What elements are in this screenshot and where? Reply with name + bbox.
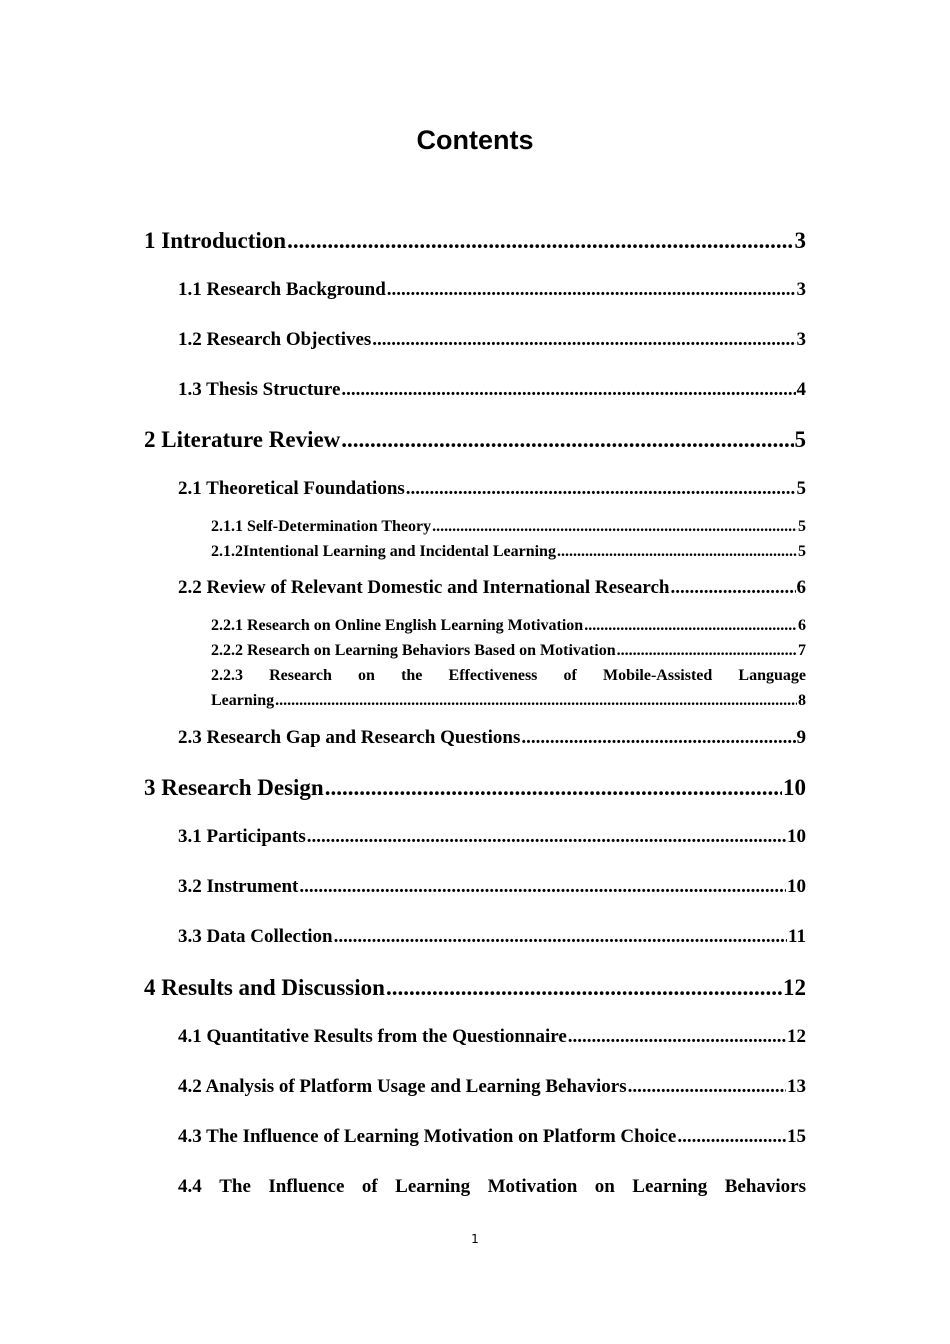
toc-entry-1-3[interactable] [178, 377, 806, 403]
toc-page-number: 8 [798, 692, 806, 709]
toc-entry-2-2-1[interactable] [211, 615, 806, 637]
toc-entry-label: 4.1 Quantitative Results from the Questionnaire [178, 1026, 567, 1047]
toc-entry-label: 3.2 Instrument [178, 876, 299, 897]
toc-entry-3[interactable] [144, 773, 806, 803]
dot-leader [521, 725, 795, 751]
toc-entry-2-1-2[interactable] [211, 541, 806, 563]
toc-entry-label: 4.3 The Influence of Learning Motivation on Platform Choice [178, 1126, 677, 1147]
dot-leader [372, 327, 795, 353]
toc-word: The [219, 1176, 251, 1197]
dot-leader [307, 824, 786, 850]
toc-entry-label: 1.1 Research Background [178, 279, 386, 300]
toc-entry-label: Learning [211, 692, 275, 709]
toc-entry-3-1[interactable] [178, 824, 806, 850]
dot-leader [628, 1074, 786, 1100]
toc-page-number: 6 [798, 617, 806, 634]
toc-page-number: 12 [787, 1026, 806, 1047]
toc-word: 2.2.3 [211, 667, 243, 684]
toc-entry-label: 1 Introduction [144, 228, 287, 253]
toc-page-number: 7 [798, 642, 806, 659]
toc-entry-4-4[interactable] [178, 1174, 806, 1200]
toc-entry-label: 2.2 Review of Relevant Domestic and International Research [178, 577, 670, 598]
toc-entry-3-3[interactable] [178, 924, 806, 950]
toc-entry-label: 3.3 Data Collection [178, 926, 333, 947]
dot-leader [406, 476, 796, 502]
toc-word: Motivation [487, 1176, 578, 1197]
toc-entry-3-2[interactable] [178, 874, 806, 900]
toc-word: of [361, 1176, 378, 1197]
toc-word: Learning [632, 1176, 708, 1197]
dot-leader [387, 277, 796, 303]
toc-entry-2-2-3-cont[interactable] [211, 690, 806, 712]
toc-entry-label: 1.2 Research Objectives [178, 329, 372, 350]
toc-entry-label: 2.3 Research Gap and Research Questions [178, 727, 521, 748]
toc-entry-label: 2.1.1 Self-Determination Theory [211, 518, 432, 535]
toc-entry-2-2-3[interactable] [211, 665, 806, 687]
toc-entry-label: 4.2 Analysis of Platform Usage and Learning Behaviors [178, 1076, 627, 1097]
toc-entry-label: 2.2.2 Research on Learning Behaviors Based on Motivation [211, 642, 616, 659]
toc-page-number: 10 [787, 876, 806, 897]
toc-page-number: 3 [796, 329, 806, 350]
toc-word: Language [738, 667, 806, 684]
toc-entry-label: 3 Research Design [144, 775, 324, 800]
toc-word: on [358, 667, 375, 684]
dot-leader [275, 690, 797, 712]
toc-entry-4-3[interactable] [178, 1124, 806, 1150]
toc-word: Mobile-Assisted [602, 667, 713, 684]
dot-leader [287, 226, 793, 256]
dot-leader [386, 973, 782, 1003]
toc-page-number: 4 [796, 379, 806, 400]
dot-leader [617, 640, 797, 662]
page-number: 1 [471, 1232, 479, 1246]
toc-entry-label: 1.3 Thesis Structure [178, 379, 341, 400]
toc-page-number: 9 [796, 727, 806, 748]
toc-entry-label: 2.2.1 Research on Online English Learning Motivation [211, 617, 584, 634]
toc-entry-1[interactable] [144, 226, 806, 256]
toc-entry-2-1[interactable] [178, 476, 806, 502]
toc-entry-label: 2.1.2Intentional Learning and Incidental Learning [211, 543, 556, 560]
toc-entry-4[interactable] [144, 973, 806, 1003]
toc-word: Influence [268, 1176, 345, 1197]
toc-page-number: 5 [796, 478, 806, 499]
toc-page-number: 10 [787, 826, 806, 847]
toc-entry-label: 3.1 Participants [178, 826, 306, 847]
dot-leader [670, 575, 795, 601]
dot-leader [557, 541, 797, 563]
dot-leader [568, 1024, 786, 1050]
toc-entry-2-1-1[interactable] [211, 516, 806, 538]
dot-leader [341, 425, 793, 455]
toc-page-number: 15 [787, 1126, 806, 1147]
toc-entry-label: 2.1 Theoretical Foundations [178, 478, 405, 499]
toc-page-number: 3 [796, 279, 806, 300]
toc-word: Learning [395, 1176, 471, 1197]
dot-leader [584, 615, 797, 637]
dot-leader [334, 924, 787, 950]
toc-word: 4.4 [178, 1176, 202, 1197]
toc-page-number: 12 [783, 975, 806, 1000]
toc-word: Behaviors [724, 1176, 806, 1197]
dot-leader [299, 874, 786, 900]
toc-entry-4-1[interactable] [178, 1024, 806, 1050]
dot-leader [432, 516, 797, 538]
page-title: Contents [416, 125, 534, 155]
toc-entry-1-1[interactable] [178, 277, 806, 303]
toc-word: Effectiveness [448, 667, 538, 684]
toc-page-number: 5 [798, 543, 806, 560]
toc-page-number: 11 [788, 926, 806, 947]
toc-entry-1-2[interactable] [178, 327, 806, 353]
dot-leader [341, 377, 795, 403]
toc-entry-4-2[interactable] [178, 1074, 806, 1100]
toc-word: Research [269, 667, 332, 684]
toc-entry-2-3[interactable] [178, 725, 806, 751]
toc-page-number: 5 [794, 427, 806, 452]
toc-page-number: 5 [798, 518, 806, 535]
toc-page-number: 6 [796, 577, 806, 598]
toc-page-number: 3 [794, 228, 806, 253]
dot-leader [677, 1124, 786, 1150]
toc-entry-2-2-2[interactable] [211, 640, 806, 662]
toc-entry-2-2[interactable] [178, 575, 806, 601]
toc-word: on [594, 1176, 615, 1197]
toc-page-number: 10 [783, 775, 806, 800]
dot-leader [325, 773, 782, 803]
toc-page-number: 13 [787, 1076, 806, 1097]
toc-word: the [401, 667, 423, 684]
toc-entry-2[interactable] [144, 425, 806, 455]
toc-word: of [563, 667, 577, 684]
toc-entry-label: 2 Literature Review [144, 427, 341, 452]
toc-entry-label: 4 Results and Discussion [144, 975, 385, 1000]
